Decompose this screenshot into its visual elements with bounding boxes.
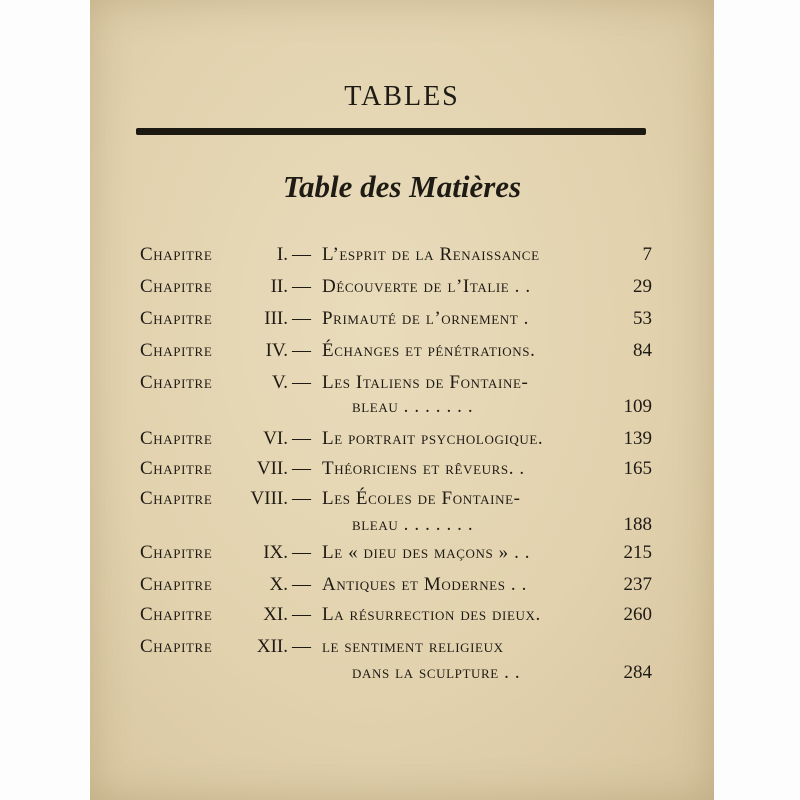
- entry-dash: —: [292, 574, 311, 595]
- page-number: 165: [623, 458, 652, 479]
- entry-dash: —: [292, 488, 311, 509]
- page-number: 84: [633, 340, 652, 361]
- toc-entry: [90, 572, 714, 598]
- chapter-title: Primauté de l’ornement .: [322, 308, 529, 329]
- chapter-title: Théoriciens et rêveurs. .: [322, 458, 525, 479]
- toc-entry: [90, 456, 714, 482]
- entry-dash: —: [292, 458, 311, 479]
- page-number: 188: [623, 514, 652, 535]
- chapter-label: Chapitre: [140, 244, 213, 265]
- chapter-title: Les Écoles de Fontaine-: [322, 488, 521, 509]
- toc-entry: [90, 370, 714, 396]
- chapter-title: Échanges et pénétrations.: [322, 340, 536, 361]
- toc-entry: [90, 426, 714, 452]
- toc-entry: [90, 242, 714, 268]
- table-of-contents: [90, 0, 714, 800]
- chapter-label: Chapitre: [140, 604, 213, 625]
- entry-dash: —: [292, 308, 311, 329]
- chapter-numeral: VII.: [256, 458, 288, 479]
- chapter-label: Chapitre: [140, 458, 213, 479]
- chapter-numeral: IX.: [263, 542, 288, 563]
- chapter-title: Le portrait psychologique.: [322, 428, 544, 449]
- chapter-label: Chapitre: [140, 574, 213, 595]
- chapter-numeral: V.: [271, 372, 288, 393]
- chapter-label: Chapitre: [140, 340, 213, 361]
- chapter-numeral: XI.: [263, 604, 288, 625]
- entry-dash: —: [292, 276, 311, 297]
- chapter-label: Chapitre: [140, 636, 213, 657]
- chapter-label: Chapitre: [140, 372, 213, 393]
- chapter-title-continuation: bleau . . . . . . .: [352, 514, 474, 535]
- page-number: 139: [623, 428, 652, 449]
- page-number: 53: [633, 308, 652, 329]
- page-number: 29: [633, 276, 652, 297]
- page-title: TABLES: [344, 81, 460, 112]
- toc-entry: [90, 338, 714, 364]
- chapter-label: Chapitre: [140, 428, 213, 449]
- chapter-label: Chapitre: [140, 308, 213, 329]
- toc-entry-continuation: [90, 394, 714, 420]
- chapter-numeral: II.: [270, 276, 288, 297]
- chapter-numeral: IV.: [265, 340, 288, 361]
- toc-entry: [90, 602, 714, 628]
- chapter-title-continuation: dans la sculpture . .: [352, 662, 521, 683]
- chapter-title-continuation: bleau . . . . . . .: [352, 396, 474, 417]
- chapter-title: le sentiment religieux: [322, 636, 504, 657]
- chapter-title: Antiques et Modernes . .: [322, 574, 527, 595]
- toc-entry: [90, 634, 714, 660]
- chapter-title: Découverte de l’Italie . .: [322, 276, 531, 297]
- page-number: 237: [623, 574, 652, 595]
- chapter-label: Chapitre: [140, 488, 213, 509]
- toc-entry: [90, 274, 714, 300]
- chapter-numeral: I.: [276, 244, 288, 265]
- section-title: Table des Matières: [282, 169, 522, 204]
- page-number: 260: [623, 604, 652, 625]
- page-number: 284: [623, 662, 652, 683]
- page-number: 7: [642, 244, 652, 265]
- page-number: 109: [623, 396, 652, 417]
- chapter-label: Chapitre: [140, 542, 213, 563]
- entry-dash: —: [292, 542, 311, 563]
- chapter-title: Le « dieu des maçons » . .: [322, 542, 531, 563]
- chapter-title: La résurrection des dieux.: [322, 604, 541, 625]
- toc-entry: [90, 306, 714, 332]
- chapter-numeral: X.: [269, 574, 288, 595]
- chapter-label: Chapitre: [140, 276, 213, 297]
- chapter-numeral: XII.: [256, 636, 288, 657]
- entry-dash: —: [292, 428, 311, 449]
- chapter-title: Les Italiens de Fontaine-: [322, 372, 529, 393]
- chapter-numeral: III.: [264, 308, 288, 329]
- entry-dash: —: [292, 244, 311, 265]
- page-number: 215: [623, 542, 652, 563]
- toc-entry: [90, 486, 714, 512]
- entry-dash: —: [292, 340, 311, 361]
- chapter-numeral: VI.: [263, 428, 288, 449]
- toc-entry: [90, 540, 714, 566]
- entry-dash: —: [292, 604, 311, 625]
- toc-entry-continuation: [90, 512, 714, 538]
- toc-entry-continuation: [90, 660, 714, 686]
- chapter-title: L’esprit de la Renaissance: [322, 244, 540, 265]
- book-page: [90, 0, 714, 800]
- entry-dash: —: [292, 636, 311, 657]
- chapter-numeral: VIII.: [250, 488, 288, 509]
- entry-dash: —: [292, 372, 311, 393]
